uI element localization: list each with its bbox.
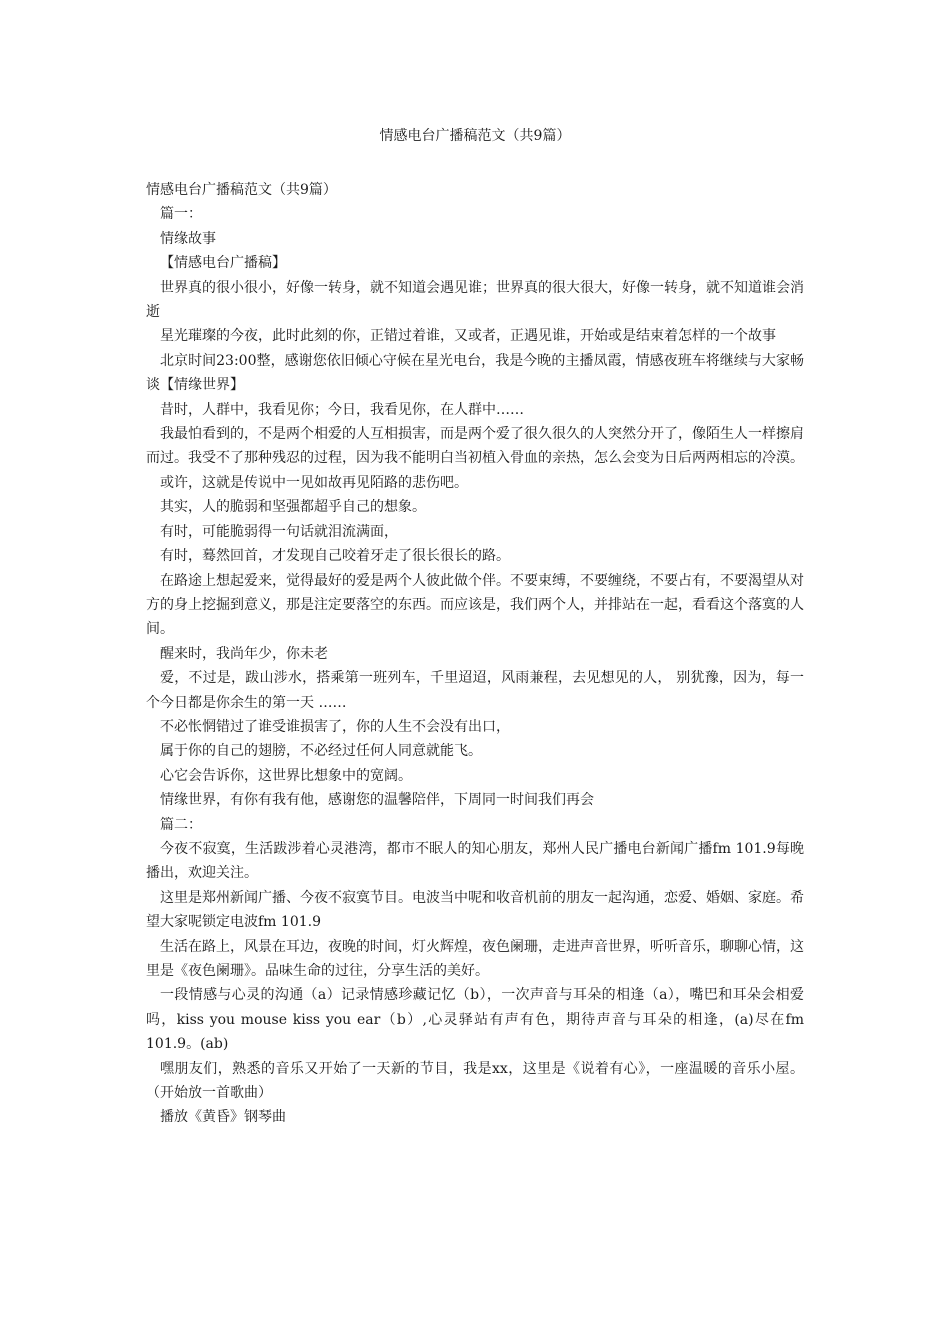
- paragraph: 有时，可能脆弱得一句话就泪流满面，: [160, 523, 398, 540]
- paragraph: 今夜不寂寞，生活跋涉着心灵港湾，都市不眠人的知心朋友，郑州人民广播电台新闻广播fm 101.9每晚播出，欢迎关注。: [146, 840, 804, 882]
- paragraph: 昔时，人群中，我看见你；今日，我看见你，在人群中……: [160, 401, 524, 418]
- paragraph: 篇二：: [160, 816, 202, 833]
- paragraph: 生活在路上，风景在耳边，夜晚的时间，灯火辉煌，夜色阑珊，走进声音世界，听听音乐，聊聊心情，这里是《夜色阑珊》。品味生命的过往，分享生活的美好。: [146, 938, 804, 979]
- paragraph: 嘿朋友们，熟悉的音乐又开始了一天新的节目，我是xx，这里是《说着有心》，一座温暖的音乐小屋。（开始放一首歌曲）: [146, 1060, 804, 1102]
- document-title: 情感电台广播稿范文（共9篇）: [379, 128, 571, 144]
- paragraph: 不必怅惘错过了谁受谁损害了，你的人生不会没有出口，: [160, 718, 510, 735]
- paragraph: 在路途上想起爱来，觉得最好的爱是两个人彼此做个伴。不要束缚，不要缠绕，不要占有，不要渴望从对方的身上挖掘到意义，那是注定要落空的东西。而应该是，我们两个人，并排站在一起，看看这个落寞的人间。: [146, 572, 804, 638]
- paragraph: 有时，蓦然回首，才发现自己咬着牙走了很长很长的路。: [160, 548, 510, 565]
- paragraph: 【情感电台广播稿】: [160, 255, 286, 272]
- paragraph: 篇一：: [160, 206, 202, 223]
- paragraph: 醒来时，我尚年少，你未老: [160, 645, 328, 662]
- paragraph: 情缘世界，有你有我有他，感谢您的温馨陪伴，下周同一时间我们再会: [160, 792, 594, 809]
- paragraph: 其实，人的脆弱和坚强都超乎自己的想象。: [160, 499, 426, 516]
- paragraph: 我最怕看到的，不是两个相爱的人互相损害，而是两个爱了很久很久的人突然分开了，像陌生人一样擦肩而过。我受不了那种残忍的过程，因为我不能明白当初植入骨血的亲热，怎么会变为日后两两相忘的冷漠。: [146, 426, 804, 467]
- paragraph: 情缘故事: [160, 230, 216, 247]
- paragraph: 一段情感与心灵的沟通（a）记录情感珍藏记忆（b），一次声音与耳朵的相逢（a），嘴巴和耳朵会相爱吗，kiss you mouse kiss you ear（b）,心灵驿站有声有色，期待声音与耳朵的相逢，(a)尽在fm 101.9。(ab): [146, 987, 804, 1053]
- paragraph: 爱，不过是，跋山涉水，搭乘第一班列车，千里迢迢，风雨兼程，去见想见的人， 别犹豫，因为，每一个今日都是你余生的第一天 ……: [146, 670, 804, 711]
- paragraph: 播放《黄昏》钢琴曲: [160, 1109, 286, 1126]
- paragraph: 情感电台广播稿范文（共9篇）: [146, 182, 337, 198]
- paragraph: 北京时间23:00整，感谢您依旧倾心守候在星光电台，我是今晚的主播凤霞，情感夜班车将继续与大家畅谈【情缘世界】: [146, 352, 804, 394]
- paragraph: 星光璀璨的今夜，此时此刻的你，正错过着谁，又或者，正遇见谁，开始或是结束着怎样的一个故事: [160, 328, 776, 345]
- paragraph: 属于你的自己的翅膀，不必经过任何人同意就能飞。: [160, 743, 482, 760]
- paragraph: 心它会告诉你，这世界比想象中的宽阔。: [160, 767, 412, 784]
- paragraph: 世界真的很小很小，好像一转身，就不知道会遇见谁；世界真的很大很大，好像一转身，就不知道谁会消逝: [146, 279, 804, 321]
- document-body: [146, 178, 804, 1130]
- paragraph: 或许，这就是传说中一见如故再见陌路的悲伤吧。: [160, 474, 468, 491]
- paragraph: 这里是郑州新闻广播、今夜不寂寞节目。电波当中呢和收音机前的朋友一起沟通，恋爱、婚姻、家庭。希望大家呢锁定电波fm 101.9: [146, 889, 804, 931]
